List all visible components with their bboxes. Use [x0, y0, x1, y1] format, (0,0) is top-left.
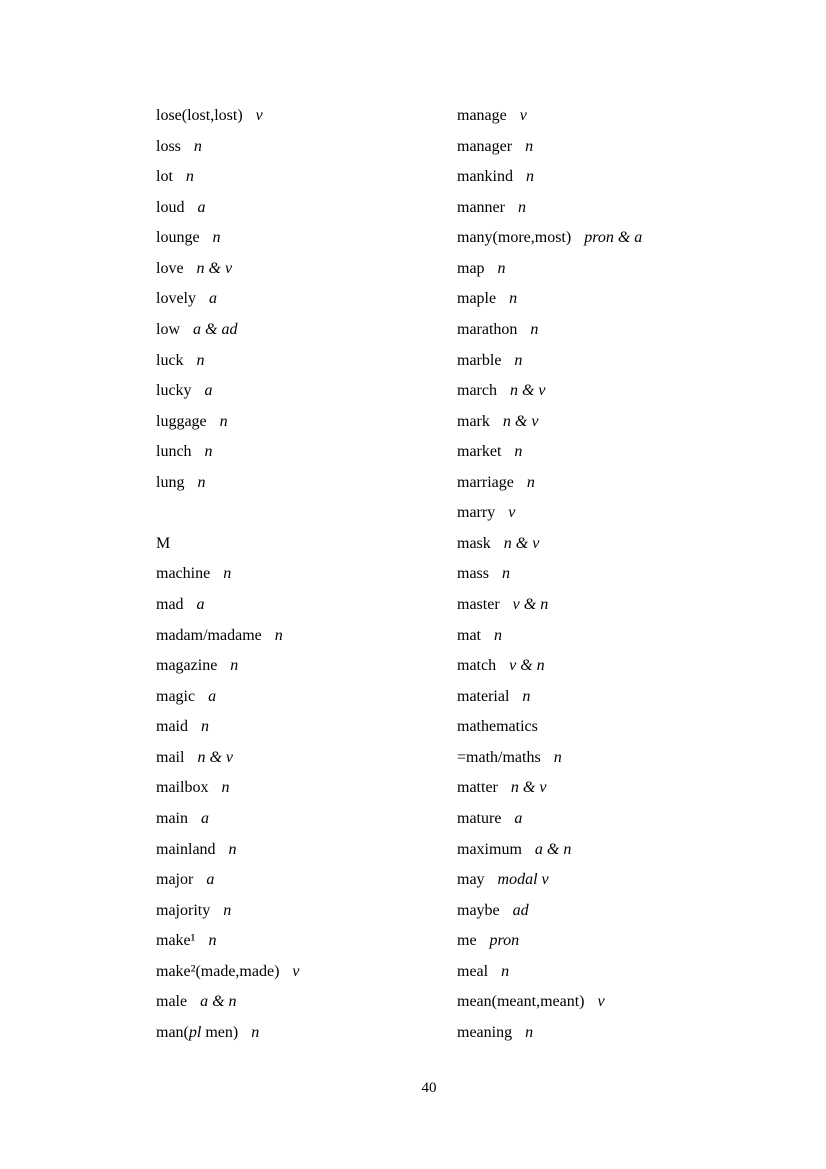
- vocab-entry: [457, 376, 758, 407]
- vocab-entry: [156, 835, 457, 866]
- entry-word: luck: [156, 351, 184, 369]
- entry-word: maid: [156, 718, 188, 736]
- vocab-entry: [457, 407, 758, 438]
- vocab-entry: [156, 132, 457, 163]
- vocab-entry: [457, 743, 758, 774]
- entry-word: lunch: [156, 443, 192, 461]
- vocab-entry: [156, 651, 457, 682]
- entry-pos: n: [193, 137, 202, 155]
- entry-pos: n & v: [503, 534, 540, 552]
- vocab-entry: [457, 468, 758, 499]
- entry-pos: pron & a: [584, 229, 643, 247]
- vocab-entry: [457, 132, 758, 163]
- entry-word: male: [156, 993, 188, 1011]
- vocab-entry: [457, 437, 758, 468]
- vocab-entry: [156, 376, 457, 407]
- entry-word: lovely: [156, 290, 196, 308]
- vocabulary-list: [156, 101, 758, 1048]
- entry-word: march: [457, 382, 497, 400]
- vocab-entry: [156, 162, 457, 193]
- entry-pos: n: [502, 565, 510, 583]
- entry-pos: n: [219, 412, 228, 430]
- vocab-entry: [156, 926, 457, 957]
- entry-word: mean(meant,meant): [457, 993, 585, 1011]
- entry-word: marble: [457, 351, 502, 369]
- vocab-entry: [156, 346, 457, 377]
- vocab-entry: [156, 621, 457, 652]
- entry-pos: n: [501, 962, 510, 980]
- vocab-entry: [156, 101, 457, 132]
- vocab-entry: [457, 1018, 758, 1049]
- vocab-entry: [156, 1018, 457, 1049]
- vocab-entry: [457, 651, 758, 682]
- vocab-entry: [156, 468, 457, 499]
- entry-pos: v: [292, 962, 300, 980]
- entry-word: major: [156, 871, 194, 889]
- entry-pos: n: [494, 626, 502, 644]
- vocab-entry: [457, 712, 758, 743]
- vocab-entry: [457, 223, 758, 254]
- entry-pos: n & v: [502, 412, 539, 430]
- entry-word: mark: [457, 412, 490, 430]
- entry-pos: n: [228, 840, 237, 858]
- vocab-entry: [457, 590, 758, 621]
- entry-pos: n: [204, 443, 213, 461]
- entry-pos: n & v: [196, 259, 233, 277]
- entry-pos: a: [201, 809, 209, 827]
- vocab-entry: [457, 835, 758, 866]
- vocab-entry: [156, 437, 457, 468]
- entry-word: man(pl men): [156, 1023, 239, 1041]
- entry-pos: n: [526, 168, 534, 186]
- entry-pos: a: [204, 382, 213, 400]
- entry-word: me: [457, 932, 477, 950]
- entry-word: luggage: [156, 412, 207, 430]
- entry-word: mad: [156, 596, 184, 613]
- vocab-entry: [156, 559, 457, 590]
- entry-pos: n: [522, 687, 531, 705]
- vocabulary-column-left: [156, 101, 457, 1048]
- entry-word: many(more,most): [457, 229, 572, 247]
- entry-word: manner: [457, 198, 505, 216]
- entry-pos: a: [208, 687, 217, 705]
- entry-pos: v: [508, 504, 516, 522]
- entry-pos: a: [206, 871, 215, 889]
- entry-word: =math/maths: [457, 748, 541, 766]
- vocab-entry: [457, 865, 758, 896]
- entry-word: mat: [457, 626, 481, 644]
- entry-word: mature: [457, 809, 502, 827]
- entry-pos: modal v: [497, 871, 549, 889]
- entry-pos: v & n: [512, 596, 549, 613]
- entry-word: master: [457, 596, 500, 613]
- entry-pos: a: [514, 809, 523, 827]
- entry-pos: a & ad: [193, 320, 238, 338]
- entry-pos: a & n: [534, 840, 572, 858]
- entry-pos: n: [274, 626, 283, 644]
- entry-word: low: [156, 320, 180, 338]
- entry-word: manager: [457, 137, 513, 155]
- entry-word: make¹: [156, 932, 196, 950]
- entry-word: mass: [457, 565, 489, 583]
- entry-word: main: [156, 809, 188, 827]
- vocab-entry: [457, 773, 758, 804]
- entry-pos: n: [517, 198, 526, 216]
- entry-word: may: [457, 871, 485, 889]
- blank-line: [156, 498, 457, 529]
- vocab-entry: [457, 529, 758, 560]
- vocab-entry: [457, 926, 758, 957]
- entry-pos: v: [519, 107, 527, 124]
- entry-word: material: [457, 687, 510, 705]
- entry-word: maximum: [457, 840, 522, 858]
- entry-pos: n: [530, 320, 539, 338]
- entry-word: matter: [457, 779, 498, 797]
- vocab-entry: [457, 284, 758, 315]
- vocab-entry: [156, 804, 457, 835]
- entry-word: lounge: [156, 229, 200, 247]
- entry-word: meaning: [457, 1023, 513, 1041]
- entry-pos: n: [208, 932, 217, 950]
- entry-word: lot: [156, 168, 173, 186]
- entry-word: mainland: [156, 840, 216, 858]
- entry-pos: n: [526, 473, 535, 491]
- vocab-entry: [156, 284, 457, 315]
- entry-pos: n: [185, 168, 194, 186]
- vocab-entry: [457, 162, 758, 193]
- entry-word: machine: [156, 565, 211, 583]
- entry-word: marathon: [457, 320, 518, 338]
- entry-pos: a: [196, 596, 205, 613]
- entry-pos: n: [553, 748, 562, 766]
- vocab-entry: [457, 193, 758, 224]
- entry-pos: v & n: [509, 657, 545, 675]
- entry-word: manage: [457, 107, 507, 124]
- vocab-entry: [457, 254, 758, 285]
- entry-word: mail: [156, 748, 185, 766]
- vocab-entry: [457, 346, 758, 377]
- entry-word: magic: [156, 687, 196, 705]
- vocab-entry: [156, 712, 457, 743]
- entry-pos: n & v: [510, 779, 547, 797]
- entry-pos: n: [201, 718, 209, 736]
- entry-word: mask: [457, 534, 491, 552]
- entry-pos: n: [197, 473, 206, 491]
- entry-pos: n: [230, 657, 239, 675]
- entry-pos: n: [221, 779, 230, 797]
- entry-word: mathematics: [457, 718, 538, 736]
- entry-pos: n: [525, 1023, 534, 1041]
- entry-pos: n: [251, 1023, 260, 1041]
- vocab-entry: [156, 590, 457, 621]
- vocab-entry: [156, 193, 457, 224]
- entry-pos: n & v: [197, 748, 233, 766]
- page-number: 40: [421, 1080, 437, 1096]
- vocab-entry: [457, 315, 758, 346]
- entry-word: magazine: [156, 657, 218, 675]
- entry-pos: v: [255, 107, 263, 124]
- entry-word: mankind: [457, 168, 513, 186]
- entry-pos: n: [497, 259, 506, 277]
- vocab-entry: [457, 498, 758, 529]
- entry-pos: a & n: [200, 993, 237, 1011]
- entry-pos: a: [197, 198, 206, 216]
- entry-pos: n & v: [509, 382, 546, 400]
- entry-pos: v: [597, 993, 605, 1011]
- vocab-entry: [156, 896, 457, 927]
- entry-word: meal: [457, 962, 489, 980]
- entry-word: lucky: [156, 382, 192, 400]
- entry-word: marry: [457, 504, 496, 522]
- entry-word: love: [156, 259, 184, 277]
- vocab-entry: [156, 407, 457, 438]
- entry-word: loss: [156, 137, 181, 155]
- vocab-entry: [156, 865, 457, 896]
- vocabulary-column-right: [457, 101, 758, 1048]
- vocab-entry: [457, 896, 758, 927]
- entry-pos: n: [525, 137, 534, 155]
- section-letter-header: [156, 529, 457, 560]
- section-letter: M: [156, 534, 171, 552]
- entry-pos: n: [514, 351, 523, 369]
- entry-pos: n: [223, 565, 232, 583]
- vocab-entry: [156, 254, 457, 285]
- vocab-entry: [457, 957, 758, 988]
- entry-word: maybe: [457, 901, 500, 919]
- vocab-entry: [457, 987, 758, 1018]
- vocab-entry: [457, 101, 758, 132]
- entry-pos: a: [209, 290, 217, 308]
- entry-word: lung: [156, 473, 185, 491]
- vocab-entry: [156, 957, 457, 988]
- entry-word: mailbox: [156, 779, 209, 797]
- entry-word: loud: [156, 198, 185, 216]
- vocab-entry: [156, 987, 457, 1018]
- vocab-entry: [457, 682, 758, 713]
- vocab-entry: [156, 223, 457, 254]
- vocab-entry: [156, 743, 457, 774]
- entry-pos: n: [212, 229, 221, 247]
- entry-word: maple: [457, 290, 497, 308]
- entry-word: majority: [156, 901, 211, 919]
- entry-word: marriage: [457, 473, 514, 491]
- vocab-entry: [457, 559, 758, 590]
- entry-word: madam/madame: [156, 626, 262, 644]
- vocab-entry: [156, 315, 457, 346]
- entry-word: market: [457, 443, 502, 461]
- entry-word: lose(lost,lost): [156, 107, 243, 124]
- vocab-entry: [156, 682, 457, 713]
- entry-word: map: [457, 259, 485, 277]
- vocab-entry: [457, 804, 758, 835]
- entry-pos: n: [196, 351, 205, 369]
- vocab-entry: [457, 621, 758, 652]
- entry-pos: ad: [512, 901, 529, 919]
- entry-word: make²(made,made): [156, 962, 280, 980]
- entry-pos: pron: [489, 932, 520, 950]
- entry-pos: n: [509, 290, 518, 308]
- entry-pos: n: [514, 443, 523, 461]
- entry-word: match: [457, 657, 497, 675]
- vocab-entry: [156, 773, 457, 804]
- entry-pos: n: [223, 901, 232, 919]
